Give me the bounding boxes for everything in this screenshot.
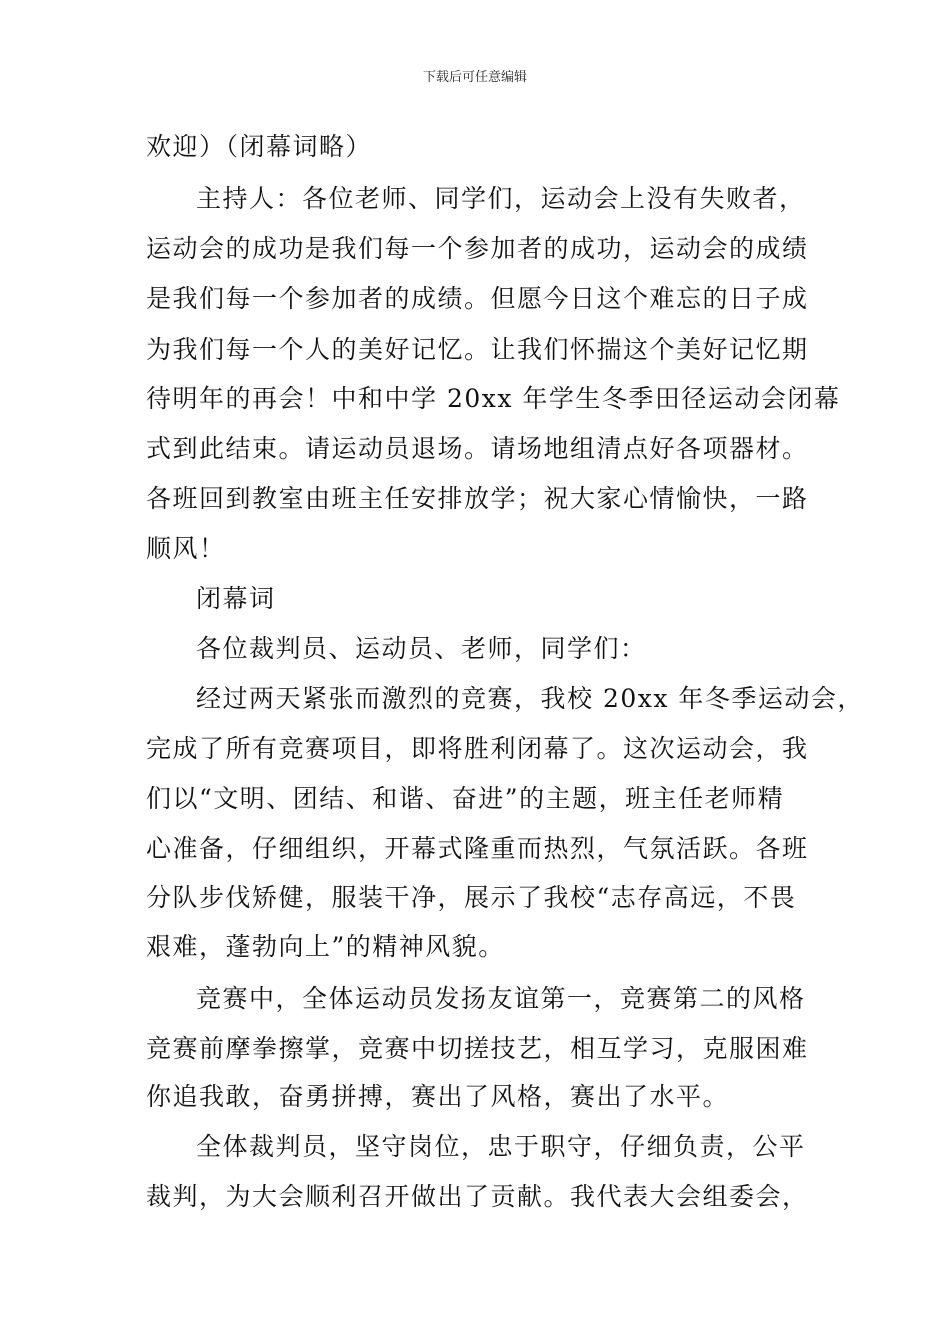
text-line: 竞赛中，全体运动员发扬友谊第一，竞赛第二的风格 [196, 984, 806, 1013]
text-line: 经过两天紧张而激烈的竞赛，我校 20xx 年冬季运动会， [196, 684, 864, 713]
text-line: 欢迎）（闭幕词略） [146, 132, 373, 161]
text-line: 是我们每一个参加者的成绩。但愿今日这个难忘的日子成 [146, 284, 809, 313]
text-line: 各班回到教室由班主任安排放学；祝大家心情愉快，一路 [146, 484, 809, 513]
text-line: 运动会的成功是我们每一个参加者的成功，运动会的成绩 [146, 234, 809, 263]
text-line: 你追我敢，奋勇拼搏，赛出了风格，赛出了水平。 [146, 1082, 730, 1111]
header-note: 下载后可任意编辑 [422, 70, 527, 85]
text-line: 分队步伐矫健，服装干净，展示了我校“志存高远，不畏 [146, 883, 797, 912]
text-line: 式到此结束。请运动员退场。请场地组清点好各项器材。 [146, 434, 809, 463]
text-line: 艰难，蓬勃向上”的精神风貌。 [146, 932, 505, 961]
text-line: 裁判，为大会顺利召开做出了贡献。我代表大会组委会， [146, 1182, 809, 1211]
text-line: 心准备，仔细组织，开幕式隆重而热烈，气氛活跃。各班 [146, 834, 809, 863]
text-line: 全体裁判员，坚守岗位，忠于职守，仔细负责，公平 [196, 1132, 806, 1161]
text-line: 各位裁判员、运动员、老师，同学们： [196, 634, 647, 663]
text-line: 们以“文明、团结、和谐、奋进”的主题，班主任老师精 [146, 784, 785, 813]
text-line: 待明年的再会！中和中学 20xx 年学生冬季田径运动会闭幕 [146, 384, 841, 413]
text-line: 主持人：各位老师、同学们，运动会上没有失败者， [196, 184, 806, 213]
section-heading: 闭幕词 [196, 584, 276, 613]
text-line: 完成了所有竞赛项目，即将胜利闭幕了。这次运动会，我 [146, 734, 809, 763]
text-line: 为我们每一个人的美好记忆。让我们怀揣这个美好记忆期 [146, 335, 809, 364]
text-line: 顺风！ [146, 534, 226, 563]
text-line: 竞赛前摩拳擦掌，竞赛中切搓技艺，相互学习，克服困难 [146, 1034, 809, 1063]
